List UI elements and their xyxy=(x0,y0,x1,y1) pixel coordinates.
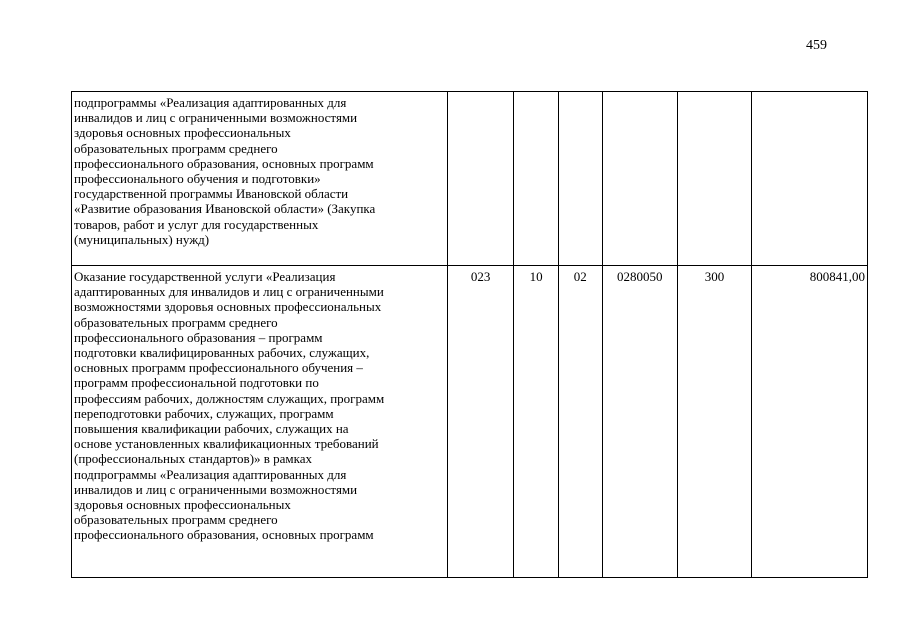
row-name-cell xyxy=(72,266,448,578)
amount-cell xyxy=(752,92,868,266)
row-name-line: адаптированных для инвалидов и лиц с ограниченными xyxy=(74,284,384,300)
row-name-line: основных программ профессионального обучения – xyxy=(74,360,363,376)
table-row xyxy=(72,92,868,266)
subsection-code-cell xyxy=(558,92,602,266)
row-name-line: инвалидов и лиц с ограниченными возможностями xyxy=(74,481,358,497)
row-name-line: повышения квалификации рабочих, служащих на xyxy=(74,421,349,437)
row-name-line: профессионального образования, основных программ xyxy=(74,155,374,171)
row-name-line: профессионального обучения и подготовки» xyxy=(74,171,321,187)
row-name-line: товаров, работ и услуг для государственных xyxy=(74,216,319,232)
page-number: 459 xyxy=(806,38,827,53)
row-name-cell xyxy=(72,92,448,266)
section-code-cell: 10 xyxy=(514,266,559,578)
row-name-line: образовательных программ среднего xyxy=(74,512,278,528)
row-name-line: здоровья основных профессиональных xyxy=(74,125,291,141)
amount-cell: 800841,00 xyxy=(752,266,868,578)
row-name-line: профессионального образования – программ xyxy=(74,329,323,345)
row-name-line: инвалидов и лиц с ограниченными возможностями xyxy=(74,110,358,126)
ministry-code-cell: 023 xyxy=(448,266,514,578)
row-name-line: образовательных программ среднего xyxy=(74,314,278,330)
row-name-line: государственной программы Ивановской области xyxy=(74,186,349,202)
row-name-line: основе установленных квалификационных требований xyxy=(74,436,379,452)
row-name-line: «Развитие образования Ивановской области» (Закупка xyxy=(74,201,376,217)
row-name-line: (профессиональных стандартов)» в рамках xyxy=(74,451,313,467)
row-name-line: профессиям рабочих, должностям служащих, программ xyxy=(74,390,385,406)
row-name-line: профессионального образования, основных программ xyxy=(74,527,374,543)
row-name-line: возможностями здоровья основных профессиональных xyxy=(74,299,382,315)
ministry-code-cell xyxy=(448,92,514,266)
row-name-line: подпрограммы «Реализация адаптированных для xyxy=(74,466,347,482)
row-name-line: программ профессиональной подготовки по xyxy=(74,375,319,391)
budget-table xyxy=(71,91,868,578)
target-article-cell xyxy=(602,92,677,266)
row-name-line: подпрограммы «Реализация адаптированных для xyxy=(74,95,347,110)
subsection-code-cell: 02 xyxy=(558,266,602,578)
expense-type-cell xyxy=(677,92,751,266)
table-row xyxy=(72,266,868,578)
section-code-cell xyxy=(514,92,559,266)
row-name-line: переподготовки рабочих, служащих, программ xyxy=(74,405,334,421)
row-name-line: подготовки квалифицированных рабочих, служащих, xyxy=(74,345,370,361)
row-name-line: Оказание государственной услуги «Реализация xyxy=(74,269,336,284)
row-name-line: образовательных программ среднего xyxy=(74,140,278,156)
target-article-cell: 0280050 xyxy=(602,266,677,578)
row-name-line: здоровья основных профессиональных xyxy=(74,497,291,513)
row-name-line: (муниципальных) нужд) xyxy=(74,231,210,247)
expense-type-cell: 300 xyxy=(677,266,751,578)
